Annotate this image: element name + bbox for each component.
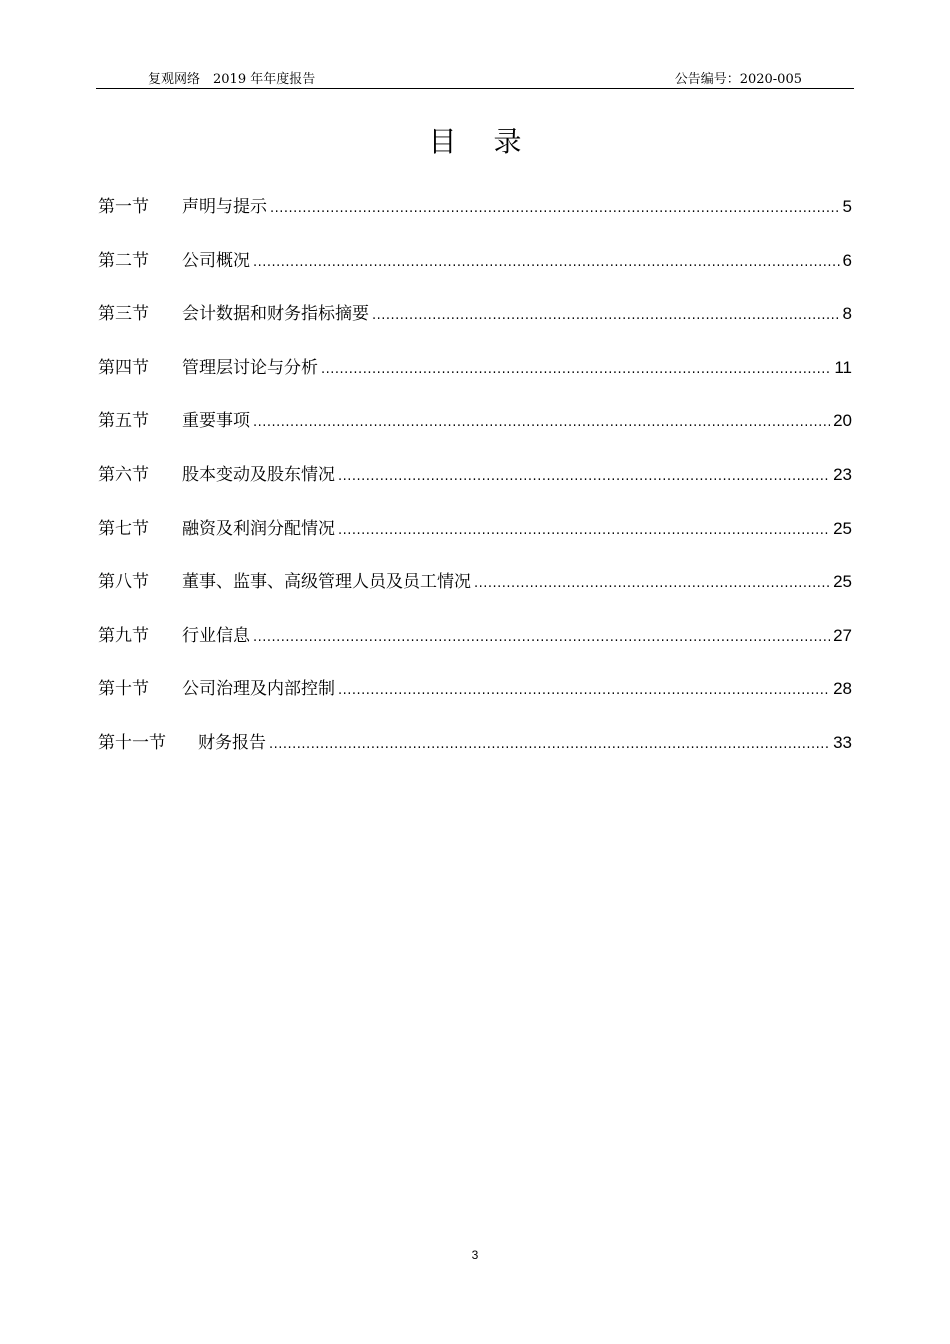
toc-page-number: 28 [833, 679, 852, 699]
toc-entry-7[interactable] [98, 514, 852, 568]
toc-entry-10[interactable] [98, 674, 852, 728]
toc-section-name: 行业信息 [182, 625, 250, 646]
page-number: 3 [471, 1248, 479, 1262]
toc-section-name: 公司概况 [182, 250, 250, 271]
toc-section-label: 第四节 [98, 357, 149, 378]
toc-section-label: 第八节 [98, 572, 149, 593]
toc-entry-6[interactable] [98, 460, 852, 514]
toc-section-name: 公司治理及内部控制 [182, 679, 335, 700]
toc-section-name: 声明与提示 [182, 197, 267, 217]
toc-section-name: 融资及利润分配情况 [182, 518, 335, 539]
toc-entry-5[interactable] [98, 406, 852, 460]
toc-section-name: 财务报告 [198, 732, 266, 753]
header-report-title: 复观网络 2019 年年度报告 [148, 72, 316, 87]
toc-page-number: 11 [834, 357, 852, 377]
toc-dot-leader [372, 308, 840, 323]
toc-page-number: 6 [842, 250, 852, 270]
toc-entry-8[interactable] [98, 567, 852, 621]
toc-title: 目 录 [428, 125, 536, 158]
toc-section-label: 第二节 [98, 250, 149, 271]
toc-section-label: 第六节 [98, 464, 149, 485]
toc-dot-leader [338, 469, 830, 484]
toc-entry-3[interactable] [98, 299, 852, 353]
toc-page-number: 33 [833, 732, 852, 752]
toc-dot-leader [269, 737, 830, 752]
toc-entry-9[interactable] [98, 621, 852, 675]
toc-section-label: 第九节 [98, 625, 149, 646]
toc-section-label: 第一节 [98, 197, 149, 217]
toc-section-name: 管理层讨论与分析 [182, 357, 318, 378]
toc-page-number: 23 [833, 464, 852, 484]
toc-page-number: 20 [833, 411, 852, 431]
toc-dot-leader [338, 523, 830, 538]
header-announcement-number: 公告编号：2020-005 [674, 72, 802, 87]
toc-section-label: 第五节 [98, 411, 149, 432]
toc-dot-leader [338, 683, 830, 698]
toc-page-number: 25 [833, 572, 852, 592]
toc-page-number: 5 [842, 197, 852, 216]
toc-section-label: 第七节 [98, 518, 149, 539]
toc-page-number: 8 [842, 304, 852, 324]
toc-section-label: 第十一节 [98, 732, 166, 753]
page-header [96, 66, 854, 89]
toc-dot-leader [253, 415, 830, 430]
toc-page-number: 25 [833, 518, 852, 538]
toc-section-name: 股本变动及股东情况 [182, 464, 335, 485]
toc-entry-11[interactable] [98, 728, 852, 782]
toc-entry-4[interactable] [98, 353, 852, 407]
toc-section-label: 第三节 [98, 304, 149, 325]
toc-page-number: 27 [833, 625, 852, 645]
toc-dot-leader [321, 362, 831, 377]
toc-section-name: 重要事项 [182, 411, 250, 432]
toc-entry-2[interactable] [98, 246, 852, 300]
toc-dot-leader [270, 201, 840, 216]
toc-section-label: 第十节 [98, 679, 149, 700]
toc-entry-1[interactable] [98, 192, 852, 246]
toc-dot-leader [474, 576, 830, 591]
toc-dot-leader [253, 255, 840, 270]
toc-dot-leader [253, 630, 830, 645]
toc-section-name: 会计数据和财务指标摘要 [182, 304, 369, 325]
toc-section-name: 董事、监事、高级管理人员及员工情况 [182, 572, 471, 593]
table-of-contents [98, 192, 852, 782]
